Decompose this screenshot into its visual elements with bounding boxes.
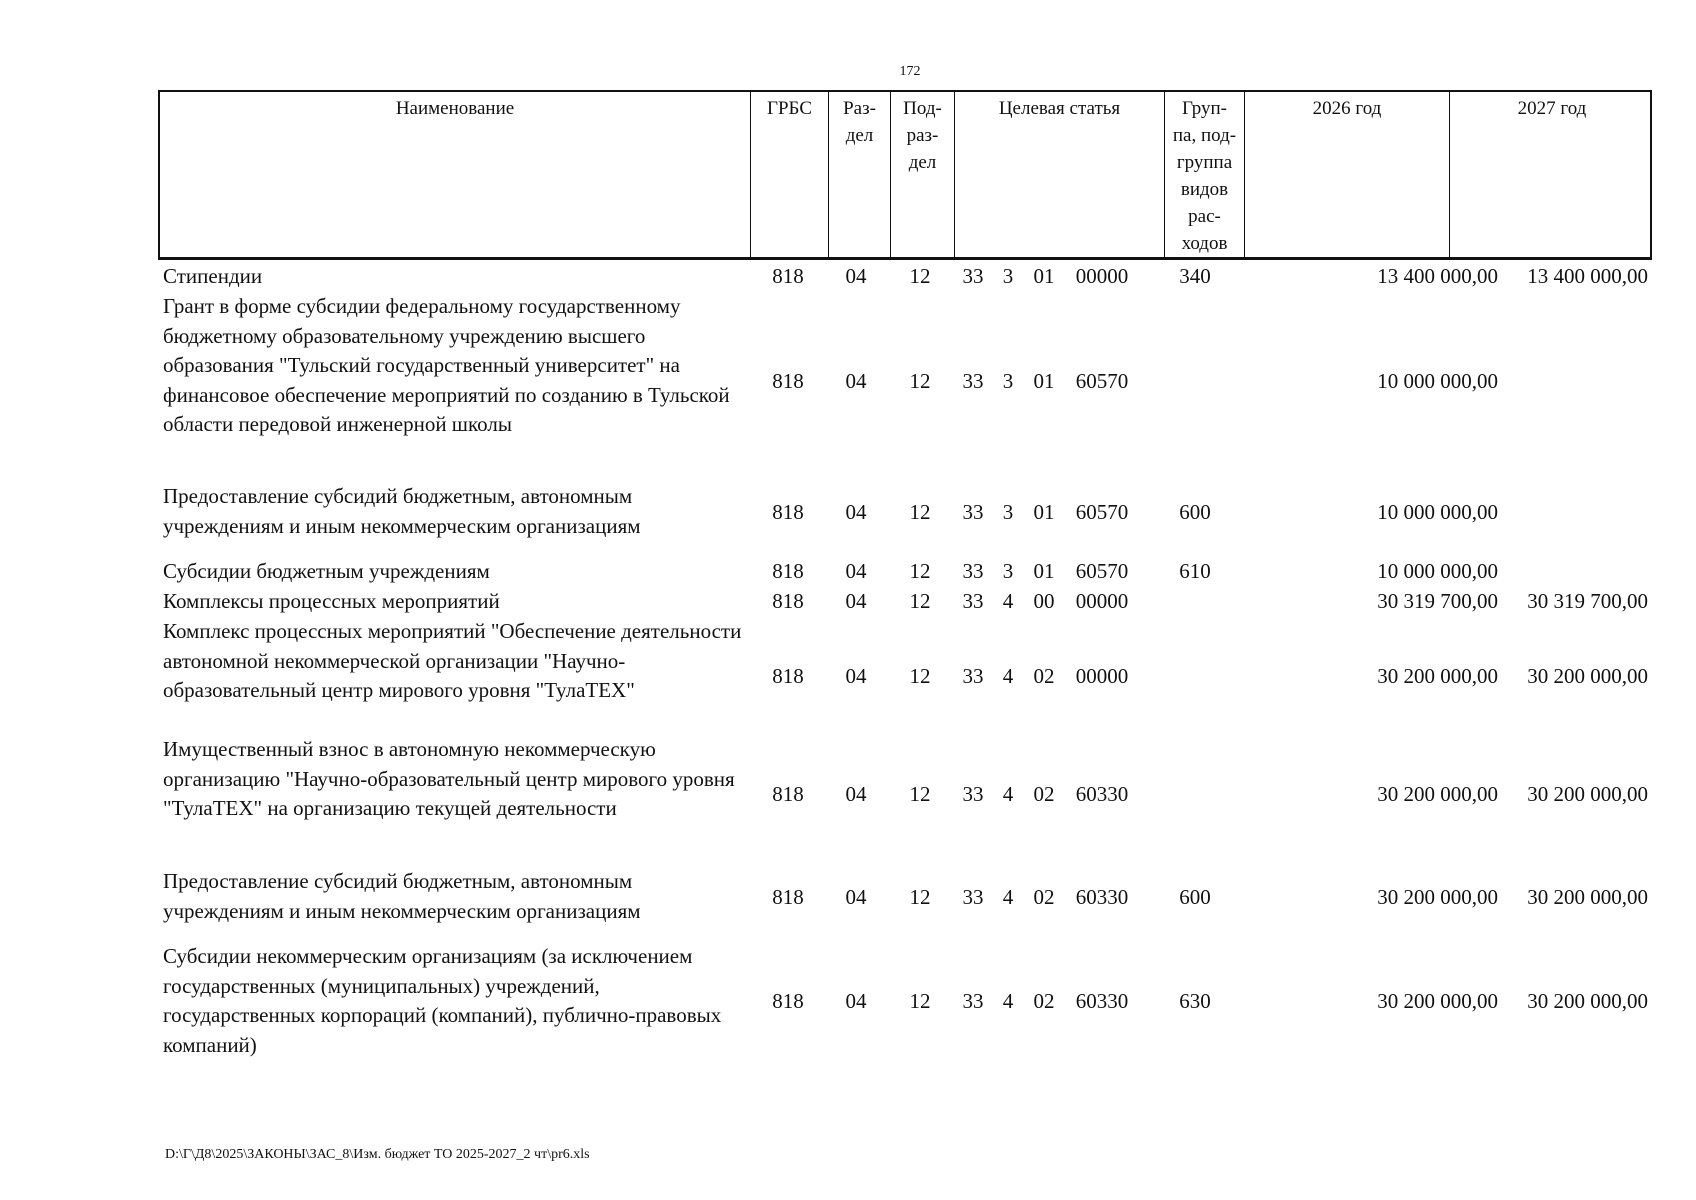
table-row [158, 617, 1652, 735]
row-grbs: 818 [772, 499, 804, 524]
row-name: Субсидии некоммерческим организациям (за исключением государственных (муниципальных) учреждений, государственных корпораций (компаний), публично-правовых компаний) [163, 944, 722, 1057]
table-row [158, 482, 1652, 542]
row-razdel: 04 [845, 368, 867, 393]
row-target-element: 02 [1033, 988, 1055, 1013]
row-grbs: 818 [772, 589, 804, 613]
row-target-direction: 60330 [1075, 781, 1129, 806]
row-target-element: 02 [1033, 884, 1055, 909]
row-amount-2026: 10 000 000,00 [1377, 368, 1498, 393]
row-target-program: 33 [962, 368, 984, 393]
row-amount-2027: 30 200 000,00 [1527, 884, 1648, 909]
row-grbs: 818 [772, 663, 804, 688]
row-amount-2027: 30 319 700,00 [1527, 589, 1648, 613]
row-razdel: 04 [845, 499, 867, 524]
row-amount-2027: 30 200 000,00 [1527, 663, 1648, 688]
row-target-element: 01 [1033, 264, 1055, 288]
row-target-direction: 60330 [1075, 988, 1129, 1013]
row-podrazdel: 12 [909, 589, 931, 613]
page-number: 172 [899, 64, 921, 79]
row-podrazdel: 12 [909, 884, 931, 909]
row-target-program: 33 [962, 589, 984, 613]
row-amount-2026: 30 200 000,00 [1377, 988, 1498, 1013]
row-expense-group [1170, 292, 1220, 470]
row-target-type: 4 [1002, 988, 1014, 1013]
row-razdel: 04 [845, 559, 867, 583]
header-razdel: Раз- дел [828, 92, 890, 257]
row-grbs: 818 [772, 368, 804, 393]
row-razdel: 04 [845, 884, 867, 909]
row-name: Грант в форме субсидии федеральному государственному бюджетному образовательному учреждению высшего образования "Тульский государственный университет" на финансовое обеспечение мероприятий по созданию в Тульской области передовой инженерной школы [163, 294, 730, 436]
table-row [158, 557, 1652, 586]
row-podrazdel: 12 [909, 988, 931, 1013]
row-target-type: 4 [1002, 884, 1014, 909]
row-target-program: 33 [962, 781, 984, 806]
table-row [158, 867, 1652, 927]
row-amount-2027 [1498, 557, 1648, 586]
row-name: Субсидии бюджетным учреждениям [163, 559, 490, 583]
row-expense-group: 630 [1179, 988, 1211, 1013]
row-podrazdel: 12 [909, 264, 931, 288]
row-name: Стипендии [163, 264, 263, 288]
table-row [158, 262, 1652, 291]
row-name: Предоставление субсидий бюджетным, автономным учреждениям и иным некоммерческим организациям [163, 869, 641, 923]
row-razdel: 04 [845, 264, 867, 288]
header-grbs: ГРБС [750, 92, 828, 257]
row-expense-group [1170, 587, 1220, 616]
row-expense-group [1170, 735, 1220, 853]
row-target-program: 33 [962, 559, 984, 583]
row-razdel: 04 [845, 781, 867, 806]
row-target-direction: 00000 [1075, 264, 1129, 288]
row-amount-2027: 30 200 000,00 [1527, 781, 1648, 806]
row-grbs: 818 [772, 988, 804, 1013]
row-podrazdel: 12 [909, 559, 931, 583]
row-target-direction: 00000 [1075, 589, 1129, 613]
row-amount-2026: 30 319 700,00 [1377, 589, 1498, 613]
row-target-type: 4 [1002, 589, 1014, 613]
row-name: Комплексы процессных мероприятий [163, 589, 500, 613]
row-target-type: 3 [1002, 499, 1014, 524]
row-target-element: 01 [1033, 559, 1055, 583]
header-podrazdel: Под- раз- дел [890, 92, 954, 257]
row-name: Предоставление субсидий бюджетным, автономным учреждениям и иным некоммерческим организациям [163, 484, 641, 538]
row-target-program: 33 [962, 663, 984, 688]
row-target-direction: 60570 [1075, 368, 1129, 393]
row-expense-group [1170, 617, 1220, 735]
row-razdel: 04 [845, 988, 867, 1013]
table-header [158, 90, 1652, 260]
row-expense-group: 340 [1179, 264, 1211, 288]
row-razdel: 04 [845, 663, 867, 688]
row-target-direction: 00000 [1075, 663, 1129, 688]
table-row [158, 942, 1652, 1060]
header-expense-group: Груп- па, под- группа видов рас- ходов [1164, 92, 1244, 257]
row-podrazdel: 12 [909, 368, 931, 393]
table-row [158, 292, 1652, 470]
file-path-footer: D:\Г\Д8\2025\ЗАКОНЫ\ЗАС_8\Изм. бюджет ТО 2025-2027_2 чт\pr6.xls [165, 1147, 590, 1162]
row-target-element: 02 [1033, 781, 1055, 806]
row-grbs: 818 [772, 559, 804, 583]
row-expense-group: 610 [1179, 559, 1211, 583]
header-2026: 2026 год [1244, 92, 1449, 257]
row-grbs: 818 [772, 264, 804, 288]
row-target-element: 01 [1033, 368, 1055, 393]
row-target-program: 33 [962, 884, 984, 909]
row-target-type: 3 [1002, 368, 1014, 393]
row-amount-2026: 10 000 000,00 [1377, 499, 1498, 524]
row-target-program: 33 [962, 499, 984, 524]
row-amount-2026: 10 000 000,00 [1377, 559, 1498, 583]
table-row [158, 587, 1652, 616]
row-podrazdel: 12 [909, 499, 931, 524]
header-2027: 2027 год [1449, 92, 1654, 257]
row-amount-2026: 30 200 000,00 [1377, 781, 1498, 806]
row-expense-group: 600 [1179, 884, 1211, 909]
row-amount-2026: 13 400 000,00 [1377, 264, 1498, 288]
row-name: Имущественный взнос в автономную некоммерческую организацию "Научно-образовательный центр мирового уровня "ТулаТЕХ" на организацию текущей деятельности [163, 737, 735, 820]
row-target-program: 33 [962, 988, 984, 1013]
row-amount-2026: 30 200 000,00 [1377, 663, 1498, 688]
row-amount-2027: 13 400 000,00 [1527, 264, 1648, 288]
row-grbs: 818 [772, 884, 804, 909]
row-amount-2027 [1498, 292, 1648, 470]
row-podrazdel: 12 [909, 663, 931, 688]
row-target-element: 01 [1033, 499, 1055, 524]
row-target-direction: 60570 [1075, 559, 1129, 583]
row-expense-group: 600 [1179, 499, 1211, 524]
row-target-direction: 60330 [1075, 884, 1129, 909]
row-target-program: 33 [962, 264, 984, 288]
row-amount-2027 [1498, 482, 1648, 542]
header-name: Наименование [395, 98, 515, 119]
row-target-element: 00 [1033, 589, 1055, 613]
row-amount-2026: 30 200 000,00 [1377, 884, 1498, 909]
row-name: Комплекс процессных мероприятий "Обеспечение деятельности автономной некоммерческой организации "Научно-образовательный центр мирового уровня "ТулаТЕХ" [163, 619, 742, 702]
row-target-type: 3 [1002, 264, 1014, 288]
row-grbs: 818 [772, 781, 804, 806]
row-target-type: 4 [1002, 781, 1014, 806]
row-target-type: 3 [1002, 559, 1014, 583]
table-row [158, 735, 1652, 853]
row-target-type: 4 [1002, 663, 1014, 688]
row-target-direction: 60570 [1075, 499, 1129, 524]
row-podrazdel: 12 [909, 781, 931, 806]
header-target-article: Целевая статья [954, 92, 1164, 257]
row-razdel: 04 [845, 589, 867, 613]
row-amount-2027: 30 200 000,00 [1527, 988, 1648, 1013]
row-target-element: 02 [1033, 663, 1055, 688]
